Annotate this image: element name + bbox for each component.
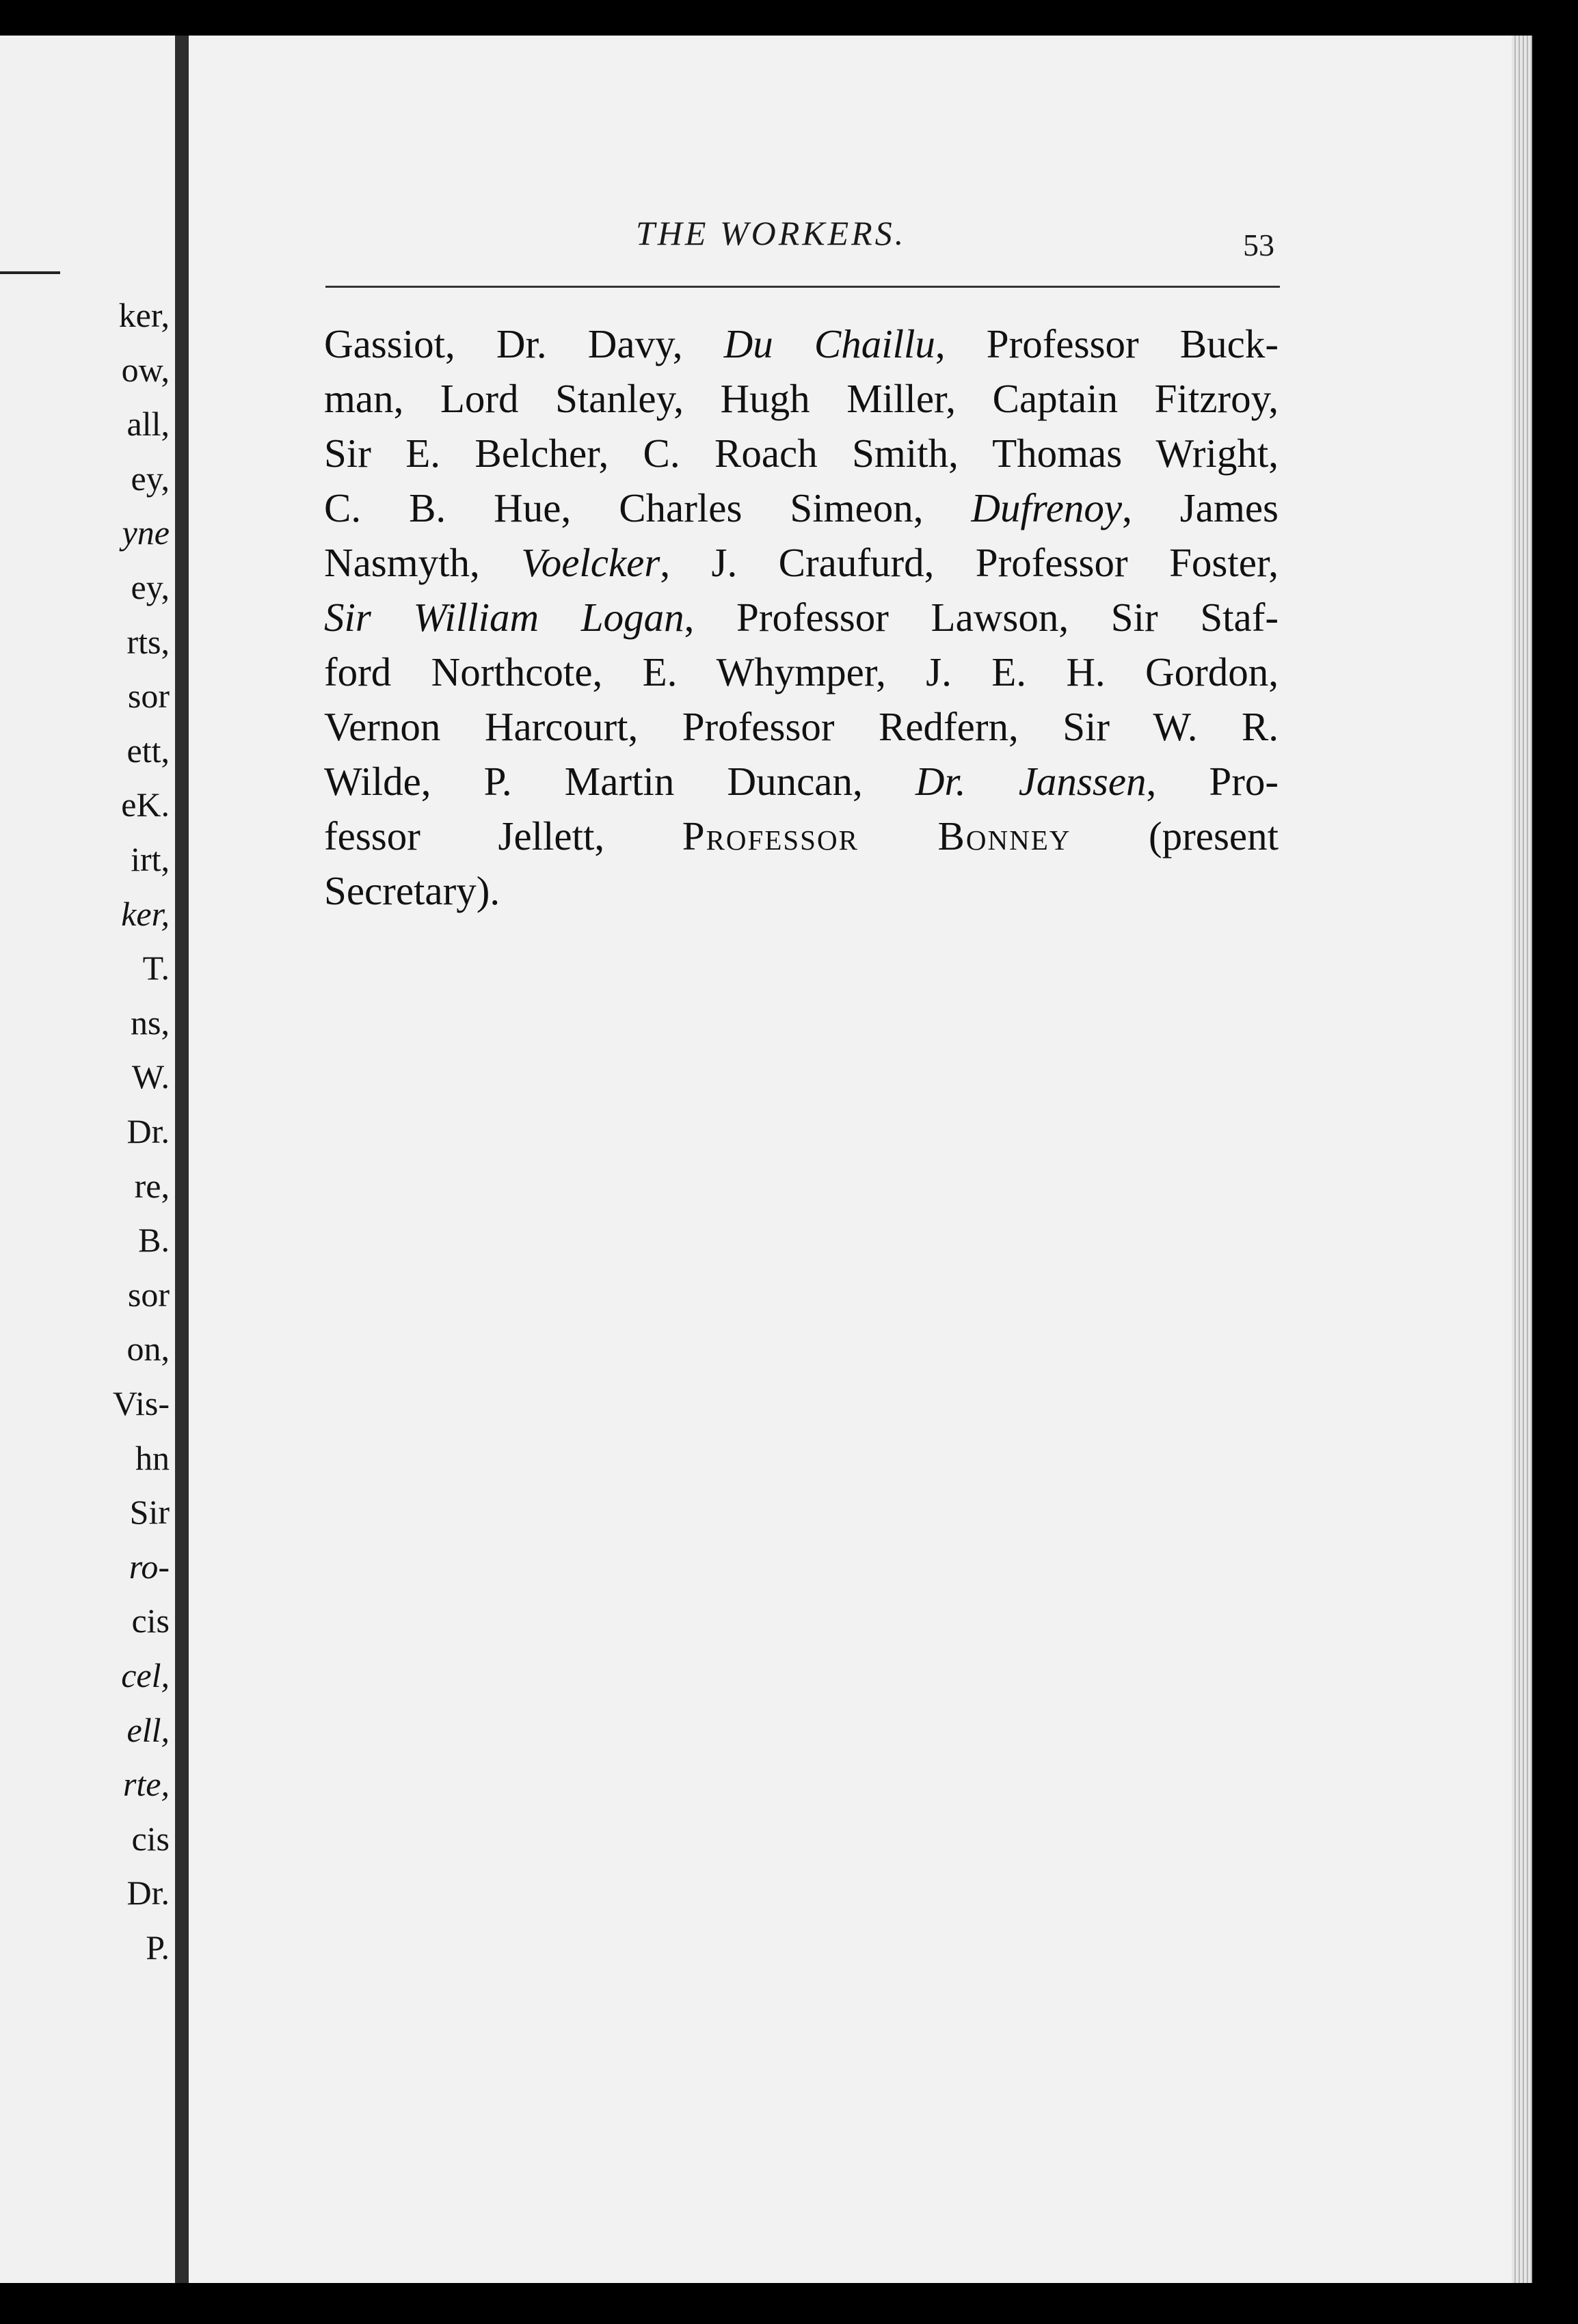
left-page-fragment: cis bbox=[131, 1602, 170, 1640]
text-line: C. B. Hue, Charles Simeon, Dufrenoy, James bbox=[324, 485, 1279, 530]
left-page-fragment: re, bbox=[134, 1166, 170, 1205]
left-page-fragment: on, bbox=[126, 1329, 170, 1368]
left-page-fragment: ey, bbox=[131, 568, 170, 606]
text-line: Secretary). bbox=[324, 868, 500, 913]
left-page-fragment: sor bbox=[127, 1275, 170, 1314]
text-line: Nasmyth, Voelcker, J. Craufurd, Professor Foster, bbox=[324, 540, 1279, 585]
left-page-fragment: irt, bbox=[131, 840, 170, 878]
left-page-rule bbox=[0, 271, 60, 274]
left-page-fragment: cis bbox=[131, 1819, 170, 1858]
left-page-fragment: ker, bbox=[118, 296, 170, 334]
left-page-fragment: Vis- bbox=[112, 1384, 170, 1422]
left-page-fragment: W. bbox=[131, 1057, 170, 1096]
page-number: 53 bbox=[1243, 228, 1274, 262]
left-page-fragment: Dr. bbox=[126, 1112, 170, 1150]
page-edges bbox=[1512, 36, 1532, 2283]
left-page-fragment: rts, bbox=[126, 622, 170, 661]
left-page-fragment: eK. bbox=[121, 785, 170, 824]
left-page-fragment: Sir bbox=[129, 1493, 170, 1532]
left-page-fragment: T. bbox=[142, 949, 170, 988]
book-gutter bbox=[175, 36, 189, 2283]
left-page bbox=[0, 36, 175, 2283]
running-header: THE WORKERS. bbox=[636, 214, 907, 252]
left-page-fragment: B. bbox=[138, 1221, 170, 1260]
left-page-fragment: ett, bbox=[126, 731, 170, 770]
left-page-fragment: cel, bbox=[121, 1656, 170, 1694]
text-line: Sir William Logan, Professor Lawson, Sir Staf- bbox=[324, 595, 1279, 640]
left-page-fragment: ow, bbox=[121, 350, 170, 389]
text-line: ford Northcote, E. Whymper, J. E. H. Gordon, bbox=[324, 649, 1279, 694]
left-page-fragment: sor bbox=[127, 677, 170, 716]
left-page-fragment: Dr. bbox=[126, 1874, 170, 1913]
left-page-fragment: hn bbox=[135, 1438, 170, 1477]
header-rule bbox=[325, 286, 1280, 288]
text-line: Gassiot, Dr. Davy, Du Chaillu, Professor Buck- bbox=[324, 321, 1279, 366]
left-page-fragment: ns, bbox=[131, 1003, 170, 1042]
right-page bbox=[189, 36, 1512, 2283]
text-line: Sir E. Belcher, C. Roach Smith, Thomas Wright, bbox=[324, 431, 1279, 476]
left-page-fragment: yne bbox=[122, 513, 170, 552]
text-line: fessor Jellett, Professor Bonney (present bbox=[324, 813, 1279, 859]
left-page-fragment: ell, bbox=[126, 1710, 170, 1749]
left-page-fragment: all, bbox=[126, 405, 170, 444]
text-line: Wilde, P. Martin Duncan, Dr. Janssen, Pro- bbox=[324, 759, 1279, 804]
left-page-fragment: ker, bbox=[121, 894, 170, 933]
text-line: man, Lord Stanley, Hugh Miller, Captain Fitzroy, bbox=[324, 376, 1279, 421]
text-line: Vernon Harcourt, Professor Redfern, Sir W. R. bbox=[324, 704, 1279, 749]
left-page-fragment: ey, bbox=[131, 459, 170, 498]
left-page-fragment: P. bbox=[146, 1928, 170, 1967]
left-page-fragment: rte, bbox=[122, 1765, 170, 1804]
left-page-fragment: ro- bbox=[129, 1547, 170, 1586]
